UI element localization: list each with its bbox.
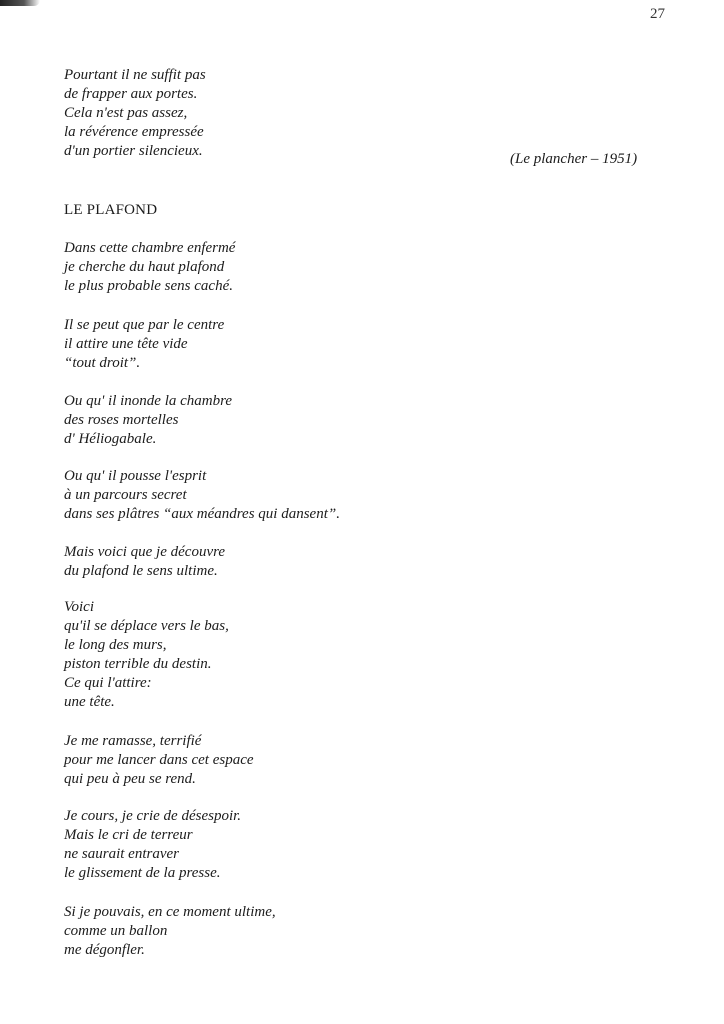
poem-line: à un parcours secret bbox=[64, 487, 187, 503]
poem-line: pour me lancer dans cet espace bbox=[64, 752, 254, 768]
poem-line: du plafond le sens ultime. bbox=[64, 563, 218, 579]
poem-line: Si je pouvais, en ce moment ultime, bbox=[64, 904, 276, 920]
poem-line: Je me ramasse, terrifié bbox=[64, 733, 202, 749]
poem-line: Ou qu' il inonde la chambre bbox=[64, 393, 233, 409]
poem-line: des roses mortelles bbox=[64, 412, 179, 428]
poem-line: Pourtant il ne suffit pas bbox=[64, 67, 206, 83]
poem-title: LE PLAFOND bbox=[64, 202, 158, 218]
poem-line: “tout droit”. bbox=[64, 355, 141, 371]
stanza-8 bbox=[64, 807, 241, 883]
stanza-4 bbox=[64, 467, 340, 524]
stanza-2 bbox=[64, 316, 224, 373]
poem-line: je cherche du haut plafond bbox=[64, 259, 225, 275]
stanza-9 bbox=[64, 903, 276, 960]
poem-line: le plus probable sens caché. bbox=[64, 278, 233, 294]
scan-corner-mark bbox=[0, 0, 40, 6]
poem-line: la révérence empressée bbox=[64, 124, 204, 140]
stanza-7 bbox=[64, 732, 254, 789]
stanza-1 bbox=[64, 239, 235, 296]
poem-line: Je cours, je crie de désespoir. bbox=[64, 808, 242, 824]
poem-citation: (Le plancher – 1951) bbox=[510, 151, 638, 167]
poem-line: Dans cette chambre enfermé bbox=[64, 240, 236, 256]
stanza-6 bbox=[64, 598, 229, 712]
poem-line: Ce qui l'attire: bbox=[64, 675, 152, 691]
poem-line: de frapper aux portes. bbox=[64, 86, 198, 102]
poem-line: ne saurait entraver bbox=[64, 846, 179, 862]
poem-line: Mais voici que je découvre bbox=[64, 544, 226, 560]
poem-line: d'un portier silencieux. bbox=[64, 143, 203, 159]
poem-line: Mais le cri de terreur bbox=[64, 827, 193, 843]
poem-line: me dégonfler. bbox=[64, 942, 145, 958]
poem-line: d' Héliogabale. bbox=[64, 431, 157, 447]
previous-poem-ending bbox=[64, 66, 206, 161]
poem-line: il attire une tête vide bbox=[64, 336, 188, 352]
poem-line: qu'il se déplace vers le bas, bbox=[64, 618, 229, 634]
poem-line: Ou qu' il pousse l'esprit bbox=[64, 468, 207, 484]
stanza-5 bbox=[64, 543, 225, 581]
poem-line: dans ses plâtres “aux méandres qui dansent”. bbox=[64, 506, 340, 522]
page-number: 27 bbox=[650, 6, 665, 22]
poem-line: Cela n'est pas assez, bbox=[64, 105, 188, 121]
poem-line: qui peu à peu se rend. bbox=[64, 771, 196, 787]
poem-line: le long des murs, bbox=[64, 637, 167, 653]
poem-line: comme un ballon bbox=[64, 923, 168, 939]
stanza-3 bbox=[64, 392, 232, 449]
poem-line: une tête. bbox=[64, 694, 115, 710]
poem-line: piston terrible du destin. bbox=[64, 656, 212, 672]
poem-line: Voici bbox=[64, 599, 94, 615]
poem-line: Il se peut que par le centre bbox=[64, 317, 225, 333]
poem-line: le glissement de la presse. bbox=[64, 865, 221, 881]
